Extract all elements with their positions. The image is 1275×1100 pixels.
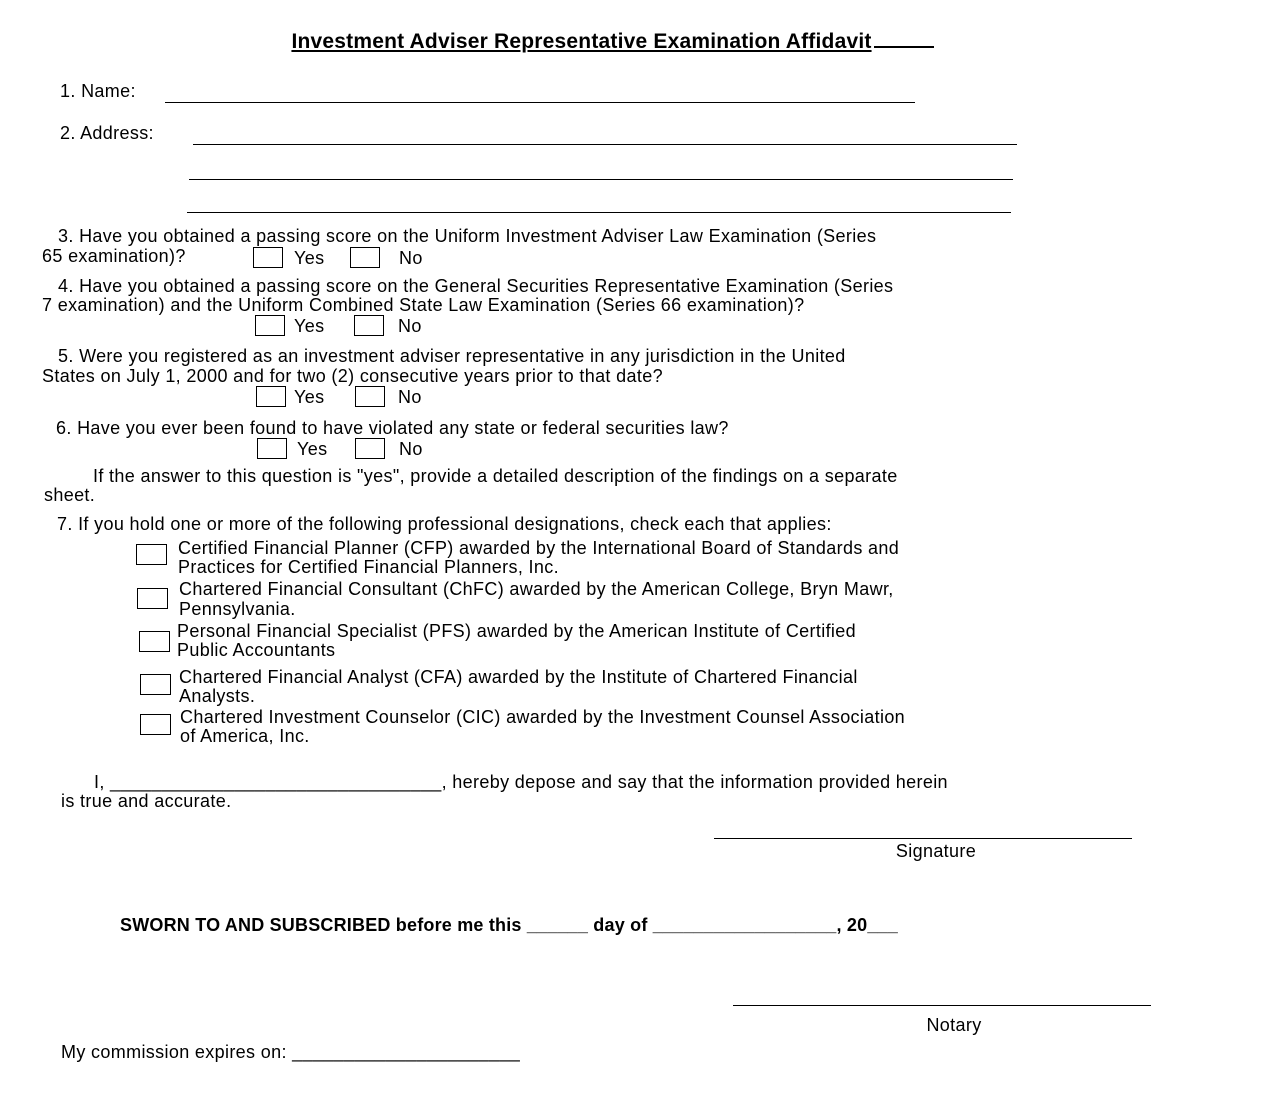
depose-line2: is true and accurate. xyxy=(61,791,232,811)
q6-text-line1: 6. Have you ever been found to have violated any state or federal securities law? xyxy=(56,418,729,438)
cfa-checkbox[interactable] xyxy=(140,674,171,695)
q6-yes-label: Yes xyxy=(297,439,328,459)
cfp-text-line1: Certified Financial Planner (CFP) awarded by the International Board of Standards and xyxy=(178,538,900,558)
q6-no-checkbox[interactable] xyxy=(355,438,385,459)
cic-text-line2: of America, Inc. xyxy=(180,726,310,746)
pfs-text-line1: Personal Financial Specialist (PFS) awarded by the American Institute of Certified xyxy=(177,621,857,641)
q7-intro: 7. If you hold one or more of the following professional designations, check each that applies: xyxy=(57,514,832,534)
cfa-text-line2: Analysts. xyxy=(179,686,256,706)
q3-no-label: No xyxy=(399,248,423,268)
q3-yes-label: Yes xyxy=(294,248,325,268)
chfc-text-line1: Chartered Financial Consultant (ChFC) awarded by the American College, Bryn Mawr, xyxy=(179,579,894,599)
pfs-checkbox[interactable] xyxy=(139,631,170,652)
q5-no-checkbox[interactable] xyxy=(355,386,385,407)
q6-yes-checkbox[interactable] xyxy=(257,438,287,459)
sworn-statement: SWORN TO AND SUBSCRIBED before me this ______ day of __________________, 20___ xyxy=(120,915,898,935)
cfp-text-line2: Practices for Certified Financial Planners, Inc. xyxy=(178,557,559,577)
q6-no-label: No xyxy=(399,439,423,459)
notary-signature-line[interactable] xyxy=(733,1005,1151,1006)
notary-label: Notary xyxy=(926,1015,982,1035)
depose-line1: I, ________________________________, hereby depose and say that the information provided herein xyxy=(94,772,948,792)
q3-yes-checkbox[interactable] xyxy=(253,247,283,268)
cfa-text-line1: Chartered Financial Analyst (CFA) awarded by the Institute of Chartered Financial xyxy=(179,667,858,687)
title-underline-tail xyxy=(874,28,934,48)
name-label: 1. Name: xyxy=(60,81,136,101)
name-field-line[interactable] xyxy=(165,102,915,103)
cic-checkbox[interactable] xyxy=(140,714,171,735)
q4-no-checkbox[interactable] xyxy=(354,315,384,336)
chfc-text-line2: Pennsylvania. xyxy=(179,599,296,619)
q3-text-line1: 3. Have you obtained a passing score on the Uniform Investment Adviser Law Examination (Series xyxy=(58,226,877,246)
q5-text-line2: States on July 1, 2000 and for two (2) consecutive years prior to that date? xyxy=(42,366,663,386)
q6-note-line2: sheet. xyxy=(44,485,96,505)
q6-note-line1: If the answer to this question is "yes", provide a detailed description of the findings on a separate xyxy=(93,466,898,486)
q5-text-line1: 5. Were you registered as an investment adviser representative in any jurisdiction in the United xyxy=(58,346,846,366)
cic-text-line1: Chartered Investment Counselor (CIC) awarded by the Investment Counsel Association xyxy=(180,707,906,727)
form-title-text: Investment Adviser Representative Examination Affidavit xyxy=(291,30,872,53)
q3-text-line2: 65 examination)? xyxy=(42,246,186,266)
q5-yes-label: Yes xyxy=(294,387,325,407)
q4-yes-checkbox[interactable] xyxy=(255,315,285,336)
form-title xyxy=(0,28,1225,53)
q5-no-label: No xyxy=(398,387,422,407)
q4-text-line2: 7 examination) and the Uniform Combined State Law Examination (Series 66 examination)? xyxy=(42,295,805,315)
q4-text-line1: 4. Have you obtained a passing score on the General Securities Representative Examination (Series xyxy=(58,276,894,296)
address-line-2[interactable] xyxy=(189,179,1013,180)
pfs-text-line2: Public Accountants xyxy=(177,640,336,660)
address-line-3[interactable] xyxy=(187,212,1011,213)
q3-no-checkbox[interactable] xyxy=(350,247,380,268)
address-line-1[interactable] xyxy=(193,144,1017,145)
q5-yes-checkbox[interactable] xyxy=(256,386,286,407)
signature-line[interactable] xyxy=(714,838,1132,839)
chfc-checkbox[interactable] xyxy=(137,588,168,609)
address-label: 2. Address: xyxy=(60,123,154,143)
q4-no-label: No xyxy=(398,316,422,336)
cfp-checkbox[interactable] xyxy=(136,544,167,565)
signature-label: Signature xyxy=(895,841,977,861)
commission-expires: My commission expires on: ______________________ xyxy=(61,1042,521,1062)
q4-yes-label: Yes xyxy=(294,316,325,336)
